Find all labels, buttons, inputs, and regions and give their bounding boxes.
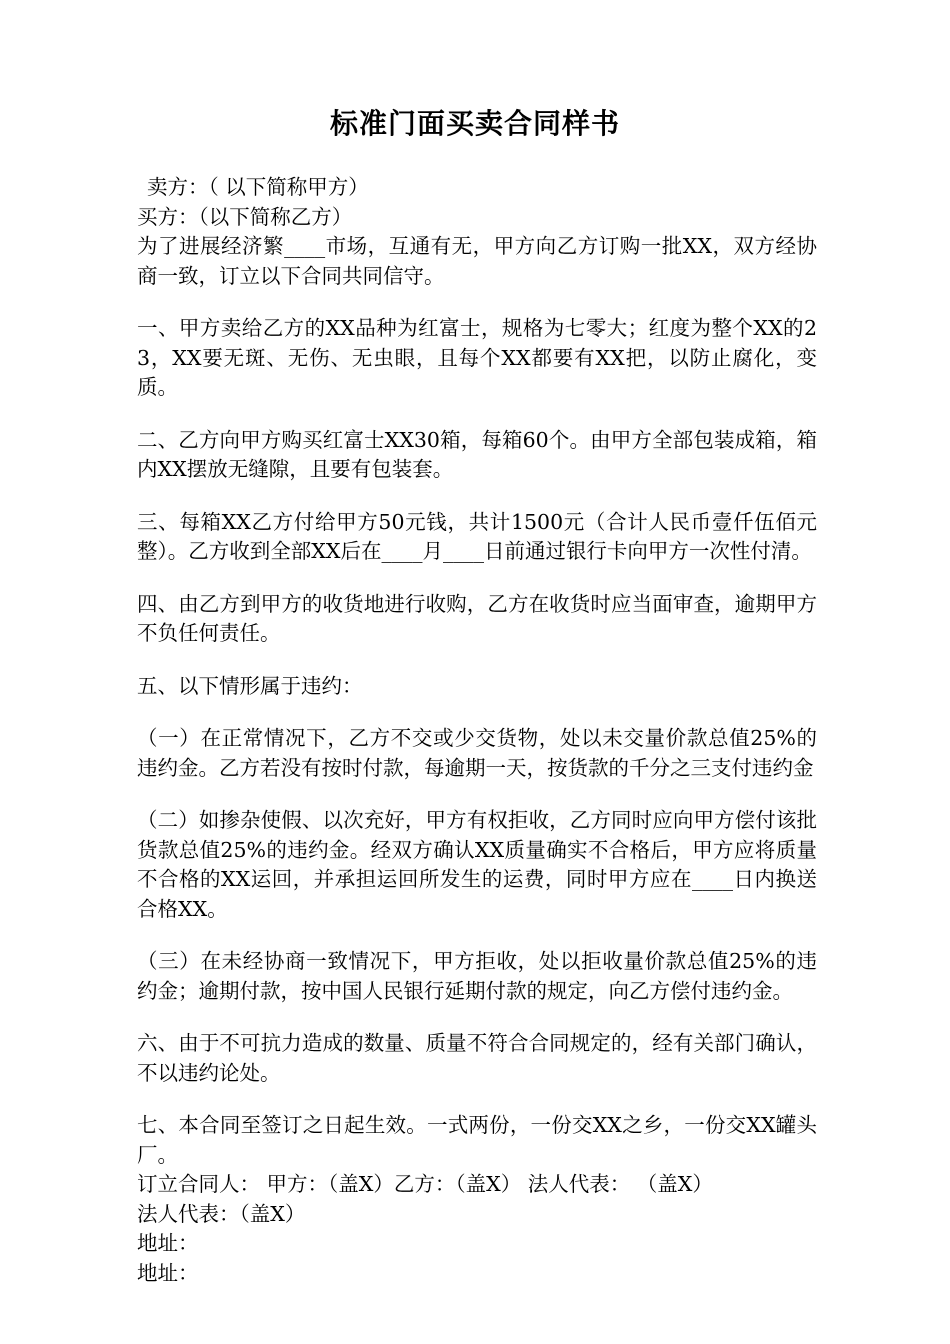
clause-5-2: （二）如掺杂使假、以次充好，甲方有权拒收，乙方同时应向甲方偿付该批货款总值25%的违约金。经双方确认XX质量确实不合格后，甲方应将质量不合格的XX运回，并承担运回所发生的运费，同时甲方应在____日内换送合格XX。 [137, 808, 817, 921]
clause-7: 七、本合同至签订之日起生效。一式两份，一份交XX之乡，一份交XX罐头厂。 [137, 1113, 817, 1167]
address-line-2: 地址： [137, 1260, 199, 1285]
signatories-line: 订立合同人： 甲方：（盖X）乙方：（盖X） 法人代表： （盖X） [137, 1172, 713, 1196]
intro-paragraph: 为了进展经济繁____市场，互通有无，甲方向乙方订购一批XX，双方经协商一致，订立以下合同共同信守。 [137, 234, 817, 288]
clause-5-3: （三）在未经协商一致情况下，甲方拒收，处以拒收量价款总值25%的违约金；逾期付款，按中国人民银行延期付款的规定，向乙方偿付违约金。 [137, 949, 817, 1003]
clause-5: 五、以下情形属于违约： [137, 673, 363, 698]
document-body [137, 173, 817, 1288]
document-title: 标准门面买卖合同样书 [329, 107, 620, 140]
clause-2: 二、乙方向甲方购买红富士XX30箱，每箱60个。由甲方全部包装成箱，箱内XX摆放无缝隙，且要有包装套。 [137, 427, 817, 481]
clause-1: 一、甲方卖给乙方的XX品种为红富士，规格为七零大；红度为整个XX的23，XX要无斑、无伤、无虫眼，且每个XX都要有XX把，以防止腐化，变质。 [137, 316, 817, 399]
clause-4: 四、由乙方到甲方的收货地进行收购，乙方在收货时应当面审查，逾期甲方不负任何责任。 [137, 591, 817, 645]
clause-5-1: （一）在正常情况下，乙方不交或少交货物，处以未交量价款总值25%的违约金。乙方若没有按时付款，每逾期一天，按货款的千分之三支付违约金 [137, 726, 817, 780]
clause-6: 六、由于不可抗力造成的数量、质量不符合合同规定的，经有关部门确认，不以违约论处。 [137, 1031, 817, 1085]
legal-rep-line: 法人代表：（盖X） [137, 1201, 306, 1226]
clause-3: 三、每箱XX乙方付给甲方50元钱，共计1500元（合计人民币壹仟伍佰元整）。乙方收到全部XX后在____月____日前通过银行卡向甲方一次性付清。 [137, 509, 817, 563]
buyer-line: 买方：（以下简称乙方） [137, 204, 353, 229]
seller-line: 卖方：（ 以下简称甲方） [147, 175, 369, 199]
address-line-1: 地址： [137, 1231, 199, 1255]
